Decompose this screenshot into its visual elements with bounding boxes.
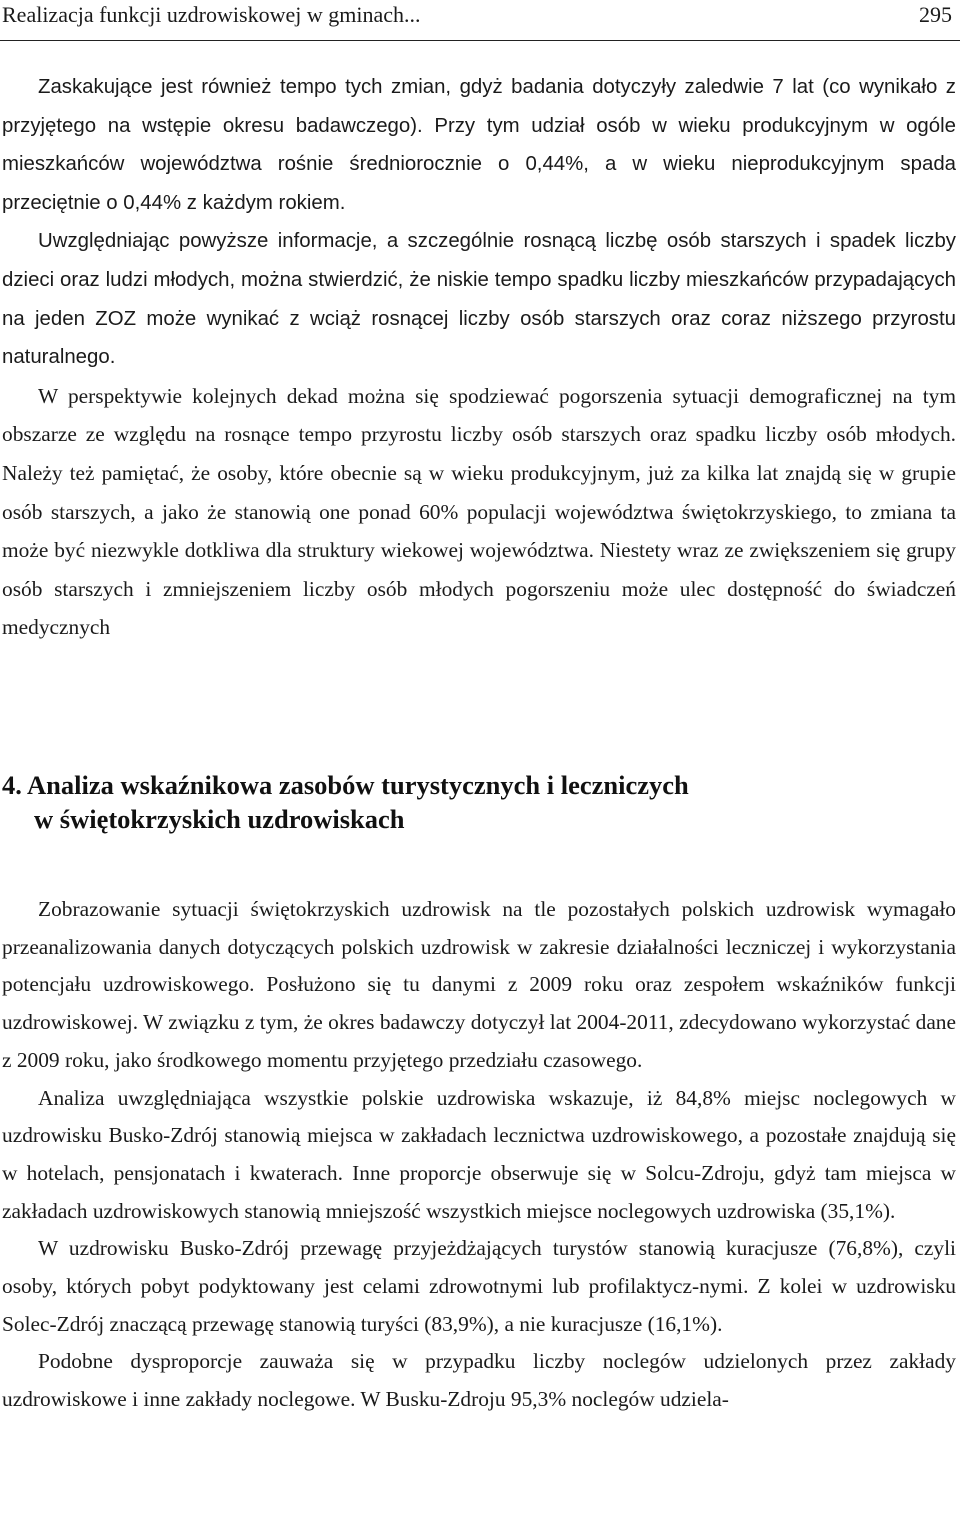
paragraph: Analiza uwzględniająca wszystkie polskie uzdrowiska wskazuje, iż 84,8% miejsc noclegowych w uzdrowisku Busko-Zdrój stanowią miejsca w zakładach lecznictwa uzdrowiskowego, a pozostałe znajdują się w hotelach, pensjonatach i kwaterach. Inne proporcje obserwuje się w Solcu-Zdroju, gdyż tam miejsca w zakładach uzdrowiskowych stanowią mniejszość wszystkich miejsce noclegowych uzdrowiska (35,1%). (2, 1085, 956, 1223)
body-text-top (2, 68, 956, 647)
paragraph: W perspektywie kolejnych dekad można się spodziewać pogorszenia sytuacji demograficznej na tym obszarze ze względu na rosnące tempo przyrostu liczby osób starszych oraz spadku liczby osób młodych. Należy też pamiętać, że osoby, które obecnie są w wieku produkcyjnym, już za kilka lat znajdą się w grupie osób starszych, a jako że stanowią one ponad 60% populacji województwa świętokrzyskiego, to zmiana ta może być niezwykle dotkliwa dla struktury wiekowej województwa. Niestety wraz ze zwiększeniem się grupy osób starszych i zmniejszeniem liczby osób młodych pogorszeniu może ulec dostępność do świadczeń medycznych (2, 383, 956, 640)
paragraph: Podobne dysproporcje zauważa się w przypadku liczby noclegów udzielonych przez zakłady uzdrowiskowe i inne zakłady noclegowe. W Busku-Zdroju 95,3% noclegów udziela- (2, 1349, 956, 1412)
body-text-bottom (2, 891, 956, 1419)
section-heading-line: w świętokrzyskich uzdrowiskach (34, 804, 405, 834)
paragraph: Zaskakujące jest również tempo tych zmian, gdyż badania dotyczyły zaledwie 7 lat (co wynikało z przyjętego na wstępie okresu badawczego). Przy tym udział osób w wieku produkcyjnym w ogóle mieszkańców województwa rośnie średniorocznie o 0,44%, a w wieku nieprodukcyjnym spada przeciętnie o 0,44% z każdym rokiem. (2, 76, 956, 214)
paragraph: Uwzględniając powyższe informacje, a szczególnie rosnącą liczbę osób starszych i spadek liczby dzieci oraz ludzi młodych, można stwierdzić, że niskie tempo spadku liczby mieszkańców przypadających na jeden ZOZ może wynikać z wciąż rosnącej liczby osób starszych oraz coraz niższego przyrostu naturalnego. (2, 230, 956, 369)
running-header (0, 0, 960, 41)
running-header-title: Realizacja funkcji uzdrowiskowej w gminach... (2, 2, 421, 27)
paragraph: W uzdrowisku Busko-Zdrój przewagę przyjeżdżających turystów stanowią kuracjusze (76,8%), czyli osoby, których pobyt podyktowany jest celami zdrowotnymi lub profilaktycz-nymi. Z kolei w uzdrowisku Solec-Zdrój znaczącą przewagę stanowią turyści (83,9%), a nie kuracjusze (16,1%). (2, 1236, 956, 1336)
paragraph: Zobrazowanie sytuacji świętokrzyskich uzdrowisk na tle pozostałych polskich uzdrowisk wymagało przeanalizowania danych dotyczących polskich uzdrowisk w zakresie działalności leczniczej i wykorzystania potencjału uzdrowiskowego. Posłużono się tu danymi z 2009 roku oraz zespołem wskaźników funkcji uzdrowiskowej. W związku z tym, że okres badawczy dotyczył lat 2004-2011, zdecydowano wykorzystać dane z 2009 roku, jako środkowego momentu przyjętego przedziału czasowego. (2, 897, 956, 1072)
page-number: 295 (919, 2, 952, 27)
section-heading (2, 768, 956, 836)
section-heading-line: 4. Analiza wskaźnikowa zasobów turystycznych i leczniczych (2, 770, 689, 800)
